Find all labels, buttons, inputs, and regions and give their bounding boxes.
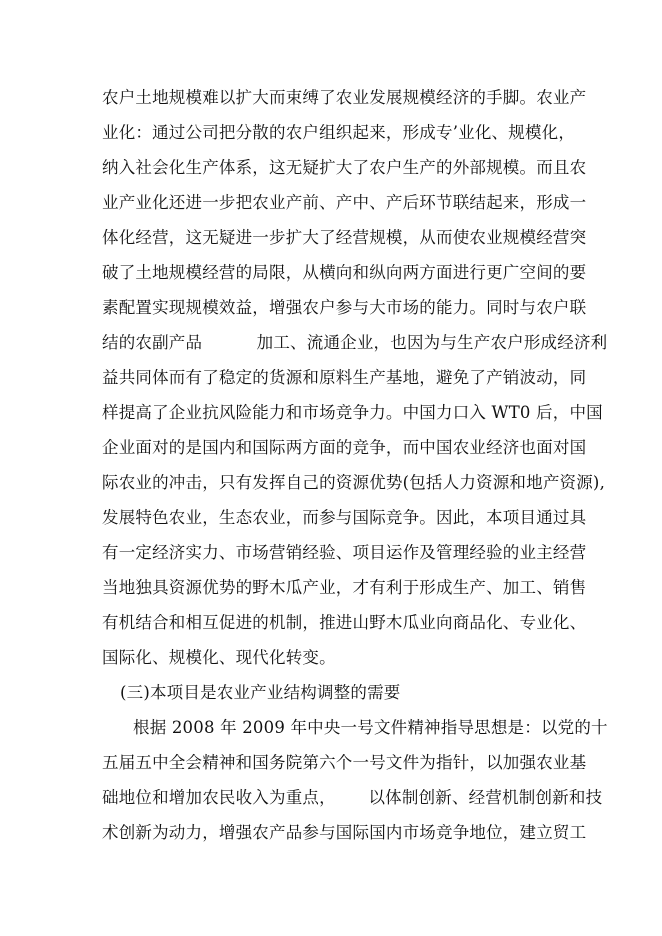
- text-line: 五届五中全会精神和国务院第六个一号文件为指针，以加强农业基: [102, 753, 587, 772]
- text-line: 当地独具资源优势的野木瓜产业，才有利于形成生产、加工、销售: [102, 578, 587, 597]
- text-line: 样提高了企业抗风险能力和市场竞争力。中国力口入 WT0 后，中国: [102, 403, 603, 422]
- text-line: 根据 2008 年 2009 年中央一号文件精神指导思想是：以党的十: [133, 718, 608, 737]
- text-line: 业化：通过公司把分散的农户组织起来，形成专’业化、规模化，: [102, 123, 576, 142]
- text-line: 体化经营，这无疑进一步扩大了经营规模，从而使农业规模经营突: [102, 228, 587, 247]
- text-line: 企业面对的是国内和国际两方面的竞争，而中国农业经济也面对国: [102, 438, 587, 457]
- text-line: 业产业化还进一步把农业产前、产中、产后环节联结起来，形成一: [102, 193, 587, 212]
- text-line: 素配置实现规模效益，增强农户参与大市场的能力。同时与农户联: [102, 298, 587, 317]
- text-line: 益共同体而有了稳定的货源和原料生产基地，避免了产销波动，同: [102, 368, 587, 387]
- section-heading: (三)本项目是农业产业结构调整的需要: [120, 683, 401, 702]
- text-line: 础地位和增加农民收入为重点， 以体制创新、经营机制创新和技: [102, 788, 603, 807]
- text-line: 破了土地规模经营的局限，从横向和纵向两方面进行更广空间的要: [102, 263, 587, 282]
- text-line: 有机结合和相互促进的机制，推进山野木瓜业向商品化、专业化、: [102, 613, 587, 632]
- text-line: 际农业的冲击，只有发挥自己的资源优势(包括人力资源和地产资源),: [102, 473, 606, 492]
- text-line: 纳入社会化生产体系，这无疑扩大了农户生产的外部规模。而且农: [102, 158, 587, 177]
- text-line: 结的农副产品 加工、流通企业，也因为与生产农户形成经济利: [102, 333, 608, 352]
- text-line: 国际化、规模化、现代化转变。: [102, 648, 336, 667]
- text-line: 有一定经济实力、市场营销经验、项目运作及管理经验的业主经营: [102, 543, 587, 562]
- text-line: 发展特色农业，生态农业，而参与国际竞争。因此，本项目通过具: [102, 508, 587, 527]
- text-line: 术创新为动力，增强农产品参与国际国内市场竞争地位，建立贸工: [102, 823, 587, 842]
- text-line: 农户土地规模难以扩大而束缚了农业发展规模经济的手脚。农业产: [102, 88, 587, 107]
